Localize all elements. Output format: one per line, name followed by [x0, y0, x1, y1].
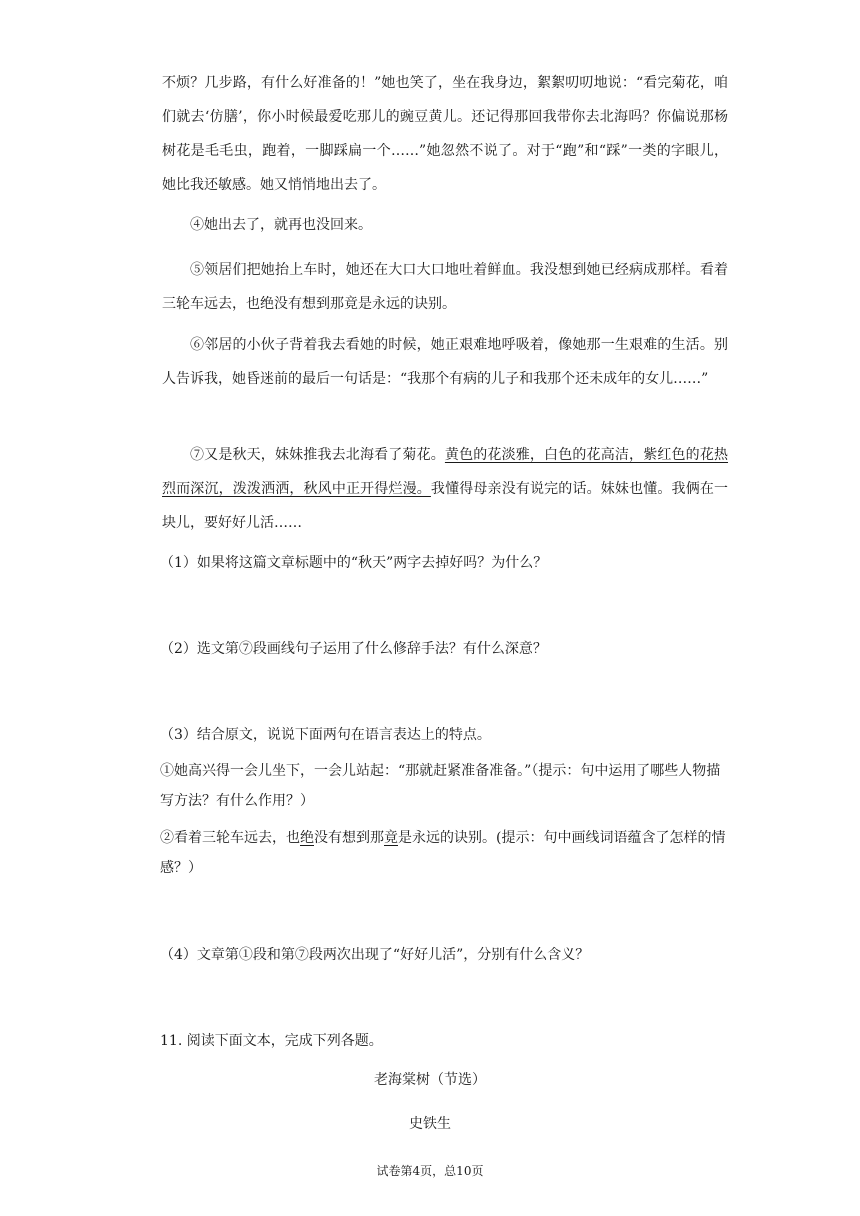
underlined-word-jing: 竟	[384, 830, 398, 846]
question-1: （1）如果将这篇文章标题中的“秋天”两字去掉好吗？为什么？	[160, 555, 548, 571]
passage-paragraph-continued: 不烦？几步路，有什么好准备的！”她也笑了，坐在我身边，絮絮叨叨地说：“看完菊花，咱们就去‘仿膳’，你小时候最爱吃那儿的豌豆黄儿。还记得那回我带你去北海吗？你偏说那杨树花是毛毛虫，跑着，一脚踩扁一个……”她忽然不说了。对于“跑”和“踩”一类的字眼儿，她比我还敏感。她又悄悄地出去了。	[162, 75, 728, 193]
para7-start: ⑦又是秋天，妹妹推我去北海看了菊花。	[190, 447, 445, 463]
question-3: （3）结合原文，说说下面两句在语言表达上的特点。	[160, 727, 491, 743]
question-3-item-1: ①她高兴得一会儿坐下，一会儿站起：“那就赶紧准备准备。”（提示：句中运用了哪些人物描写方法？有什么作用？）	[160, 763, 721, 809]
article-author: 史铁生	[409, 1116, 451, 1132]
underlined-word-jue: 绝	[300, 830, 314, 846]
next-item-intro: 11. 阅读下面文本，完成下列各题。	[160, 1033, 383, 1049]
passage-paragraph-5: ⑤领居们把她抬上车时，她还在大口大口地吐着鲜血。我没想到她已经病成那样。看着三轮车远去，也绝没有想到那竟是永远的诀别。	[162, 262, 728, 312]
page-footer: 试卷第4页，总10页	[376, 1164, 484, 1178]
question-4: （4）文章第①段和第⑦段两次出现了“好好儿活”，分别有什么含义？	[160, 947, 590, 963]
question-3-item-2: ②看着三轮车远去，也绝没有想到那竟是永远的诀别。(提示：句中画线词语蕴含了怎样的情感？）	[160, 830, 726, 876]
article-title: 老海棠树（节选）	[374, 1072, 486, 1088]
passage-paragraph-6: ⑥邻居的小伙子背着我去看她的时候，她正艰难地呼吸着，像她那一生艰难的生活。别人告诉我，她昏迷前的最后一句话是：“我那个有病的儿子和我那个还未成年的女儿……”	[162, 337, 728, 387]
passage-paragraph-4: ④她出去了，就再也没回来。	[190, 217, 372, 233]
passage-paragraph-7	[162, 438, 728, 540]
para7-end: 我懂得母亲没有说完的话。妹妹也懂。我俩在一块儿，要好好儿活……	[162, 481, 728, 531]
para7-underlined-sentence: 黄色的花淡雅，白色的花高洁，紫红色的花热烈而深沉，泼泼洒洒，秋风中正开得烂漫。	[162, 447, 729, 497]
question-2: （2）选文第⑦段画线句子运用了什么修辞手法？有什么深意？	[160, 641, 547, 657]
